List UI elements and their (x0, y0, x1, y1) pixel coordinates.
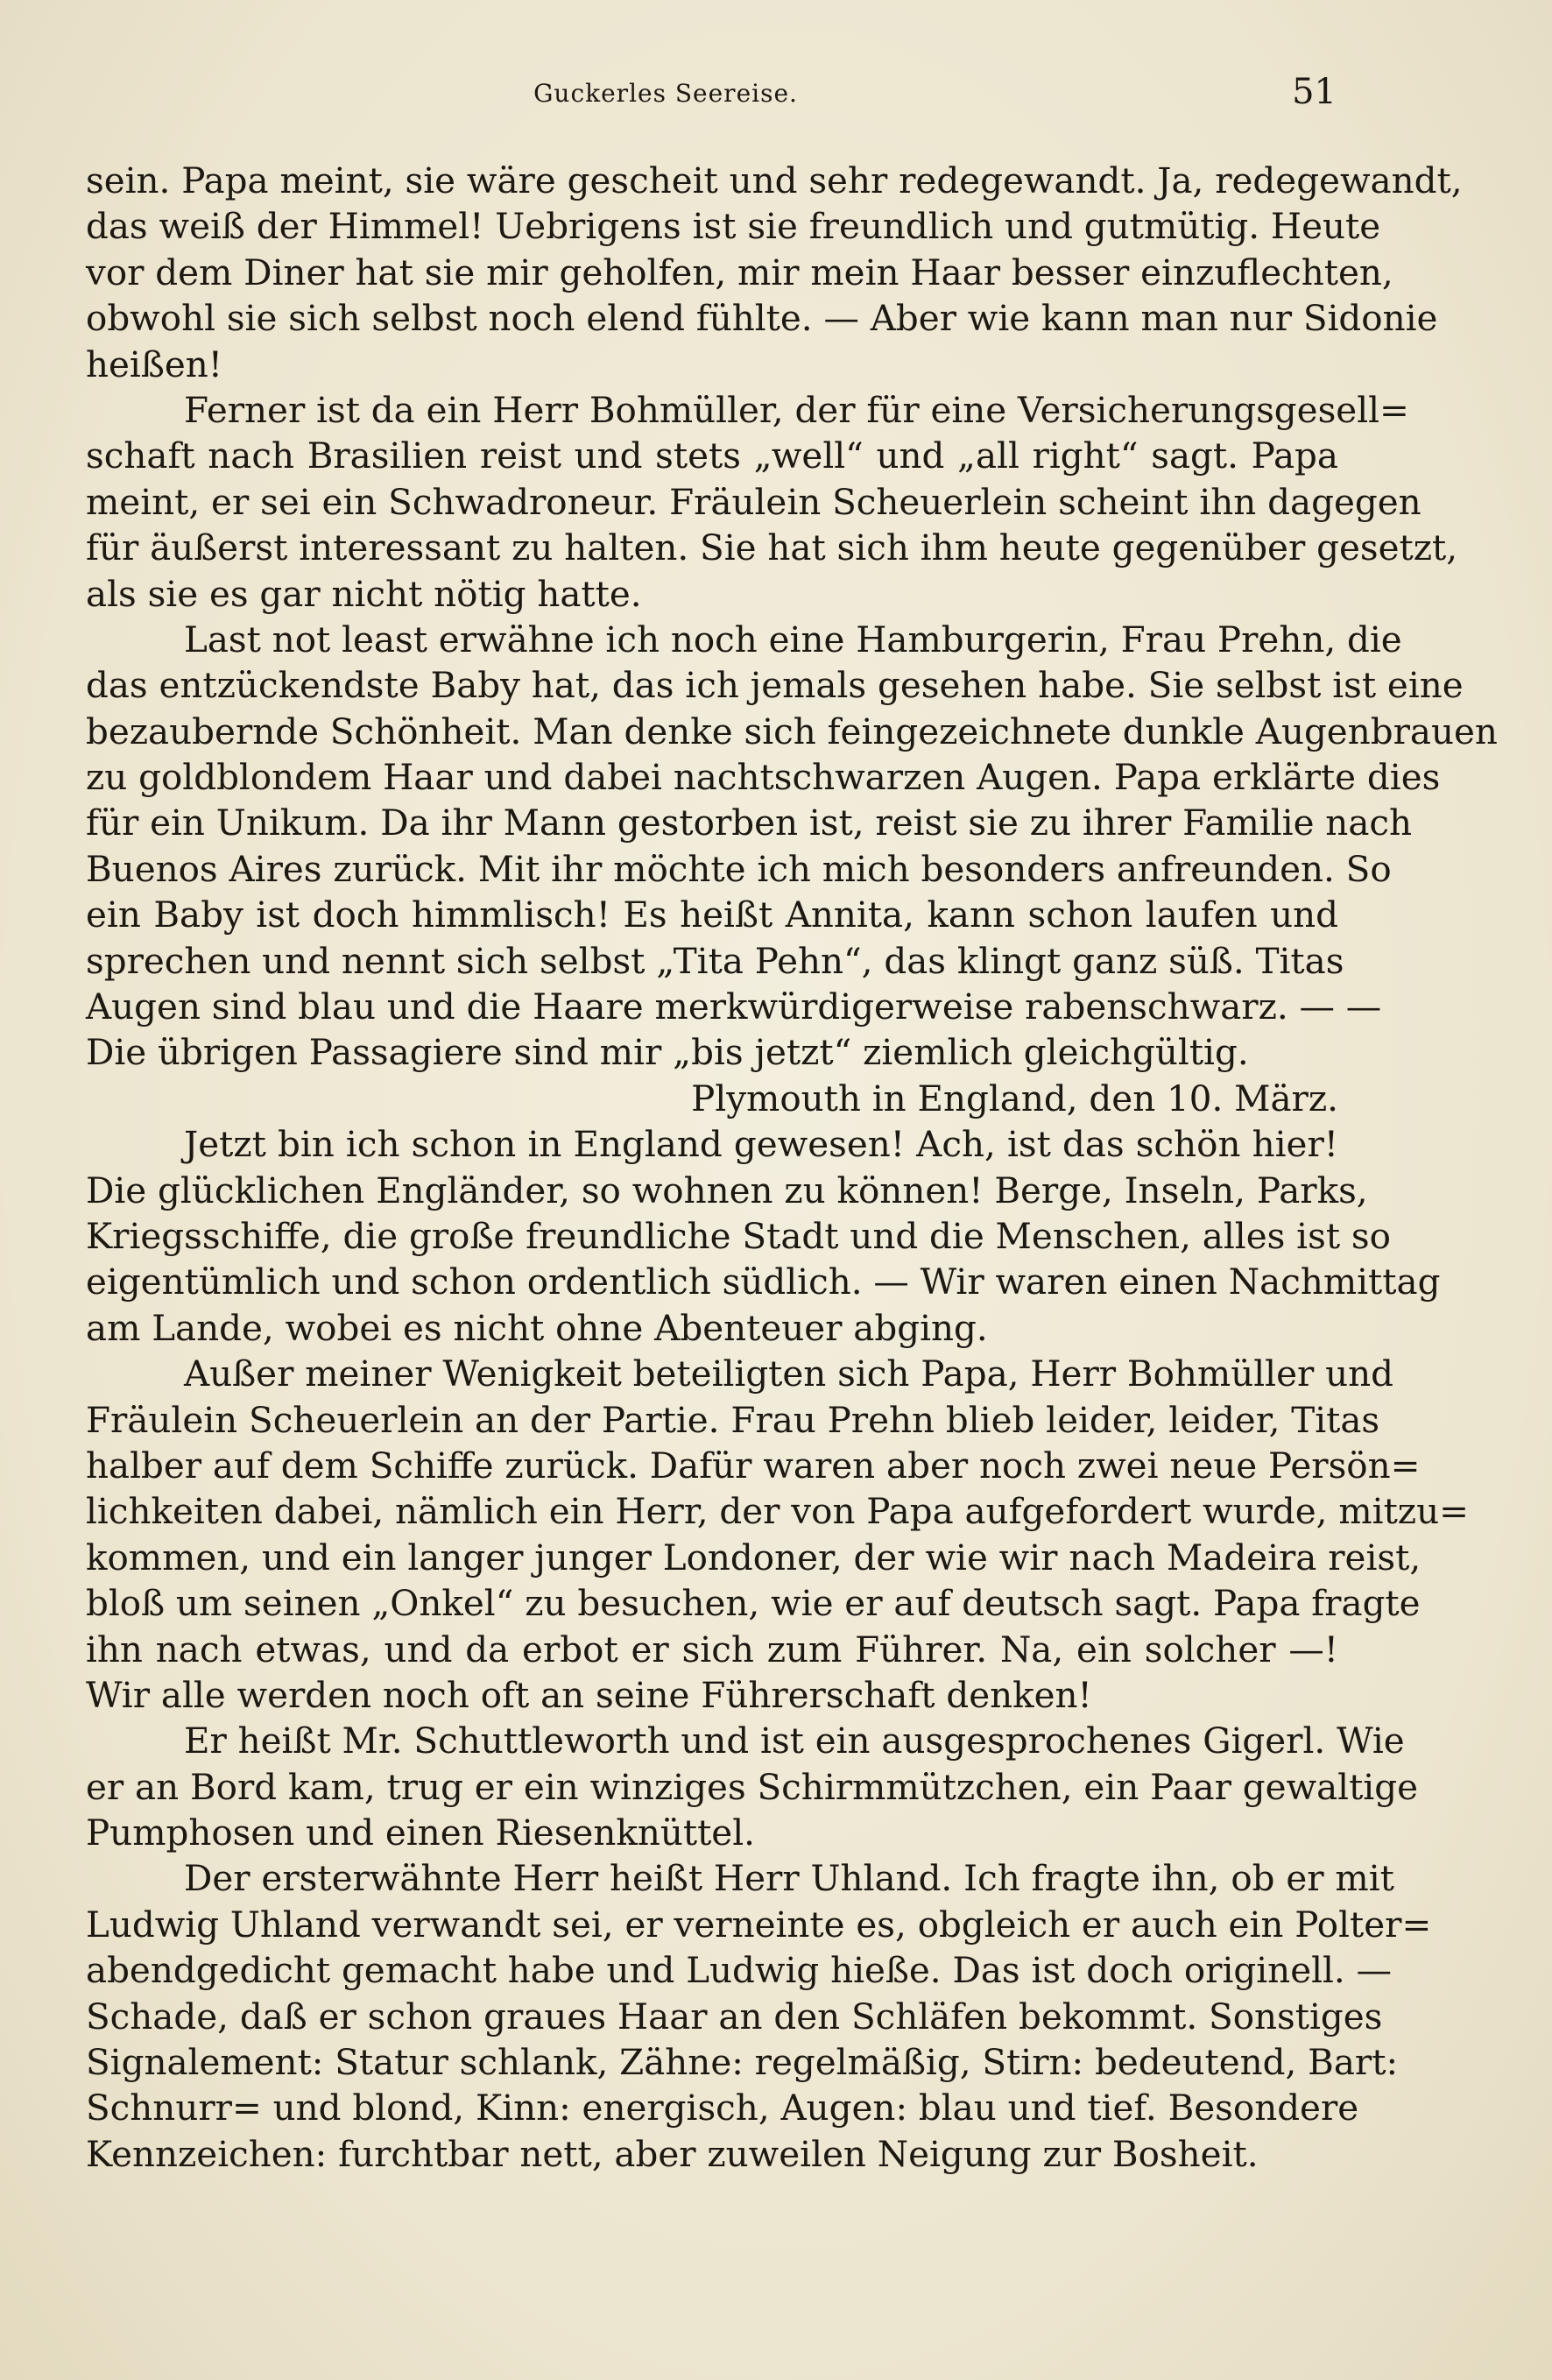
text-line: Schade, daß er schon graues Haar an den Schläfen bekommt. Sonstiges (86, 1995, 1383, 2037)
text-line: Buenos Aires zurück. Mit ihr möchte ich mich besonders anfreunden. So (86, 847, 1392, 890)
text-line: bezaubernde Schönheit. Man denke sich feingezeichnete dunkle Augenbrauen (86, 710, 1498, 752)
text-line: Pumphosen und einen Riesenknüttel. (86, 1811, 755, 1854)
text-line: Ferner ist da ein Herr Bohmüller, der für eine Versicherungsgesell= (184, 388, 1409, 431)
page-number: 51 (1292, 72, 1337, 112)
text-line: lichkeiten dabei, nämlich ein Herr, der von Papa aufgefordert wurde, mitzu= (86, 1490, 1469, 1533)
text-line: Jetzt bin ich schon in England gewesen! Ach, ist das schön hier! (184, 1123, 1338, 1166)
text-line: Plymouth in England, den 10. März. (691, 1077, 1338, 1119)
text-line: er an Bord kam, trug er ein winziges Schirmmützchen, ein Paar gewaltige (86, 1765, 1418, 1808)
text-line: Kriegsschiffe, die große freundliche Stadt und die Menschen, alles ist so (86, 1214, 1391, 1257)
text-line: Ludwig Uhland verwandt sei, er verneinte es, obgleich er auch ein Polter= (86, 1903, 1432, 1946)
text-line: das entzückendste Baby hat, das ich jemals gesehen habe. Sie selbst ist eine (86, 664, 1464, 707)
text-line: Wir alle werden noch oft an seine Führerschaft denken! (86, 1673, 1092, 1716)
text-line: sein. Papa meint, sie wäre gescheit und sehr redegewandt. Ja, redegewandt, (86, 159, 1463, 201)
text-line: Fräulein Scheuerlein an der Partie. Frau Prehn blieb leider, leider, Titas (86, 1398, 1380, 1441)
text-line: Last not least erwähne ich noch eine Hamburgerin, Frau Prehn, die (184, 618, 1402, 660)
text-line: Kennzeichen: furchtbar nett, aber zuweilen Neigung zur Bosheit. (86, 2132, 1259, 2175)
text-line: kommen, und ein langer junger Londoner, der wie wir nach Madeira reist, (86, 1536, 1421, 1578)
text-line: vor dem Diner hat sie mir geholfen, mir mein Haar besser einzuflechten, (86, 251, 1393, 293)
text-line: das weiß der Himmel! Uebrigens ist sie freundlich und gutmütig. Heute (86, 205, 1381, 248)
text-line: bloß um seinen „Onkel“ zu besuchen, wie er auf deutsch sagt. Papa fragte (86, 1582, 1421, 1625)
text-line: als sie es gar nicht nötig hatte. (86, 572, 642, 615)
text-line: sprechen und nennt sich selbst „Tita Pehn“, das klingt ganz süß. Titas (86, 939, 1344, 982)
text-line: Augen sind blau und die Haare merkwürdigerweise rabenschwarz. — — (86, 985, 1382, 1028)
text-line: zu goldblondem Haar und dabei nachtschwarzen Augen. Papa erklärte dies (86, 756, 1441, 799)
text-line: für ein Unikum. Da ihr Mann gestorben ist, reist sie zu ihrer Familie nach (86, 802, 1413, 844)
text-line: obwohl sie sich selbst noch elend fühlte. — Aber wie kann man nur Sidonie (86, 297, 1438, 340)
text-line: Außer meiner Wenigkeit beteiligten sich Papa, Herr Bohmüller und (184, 1352, 1394, 1395)
body-text (86, 158, 1498, 2177)
text-line: ein Baby ist doch himmlisch! Es heißt Annita, kann schon laufen und (86, 893, 1338, 936)
running-head (0, 72, 1552, 116)
text-line: ihn nach etwas, und da erbot er sich zum Führer. Na, ein solcher —! (86, 1628, 1338, 1670)
text-line: abendgedicht gemacht habe und Ludwig hieße. Das ist doch originell. — (86, 1949, 1393, 1992)
text-line: Die übrigen Passagiere sind mir „bis jetzt“ ziemlich gleichgültig. (86, 1031, 1249, 1074)
text-line: Der ersterwähnte Herr heißt Herr Uhland. Ich fragte ihn, ob er mit (184, 1857, 1394, 1900)
text-line: Er heißt Mr. Schuttleworth und ist ein ausgesprochenes Gigerl. Wie (184, 1720, 1405, 1762)
text-line: am Lande, wobei es nicht ohne Abenteuer abging. (86, 1306, 988, 1349)
text-line: Schnurr= und blond, Kinn: energisch, Augen: blau und tief. Besondere (86, 2087, 1359, 2129)
text-line: Signalement: Statur schlank, Zähne: regelmäßig, Stirn: bedeutend, Bart: (86, 2041, 1399, 2084)
text-line: für äußerst interessant zu halten. Sie hat sich ihm heute gegenüber gesetzt, (86, 526, 1458, 569)
running-title: Guckerles Seereise. (533, 79, 798, 108)
text-line: schaft nach Brasilien reist und stets „well“ und „all right“ sagt. Papa (86, 434, 1338, 477)
text-line: heißen! (86, 343, 222, 385)
text-line: eigentümlich und schon ordentlich südlich. — Wir waren einen Nachmittag (86, 1261, 1441, 1303)
text-line: Die glücklichen Engländer, so wohnen zu können! Berge, Inseln, Parks, (86, 1169, 1368, 1211)
text-line: halber auf dem Schiffe zurück. Dafür waren aber noch zwei neue Persön= (86, 1444, 1421, 1487)
text-line: meint, er sei ein Schwadroneur. Fräulein Scheuerlein scheint ihn dagegen (86, 480, 1421, 523)
